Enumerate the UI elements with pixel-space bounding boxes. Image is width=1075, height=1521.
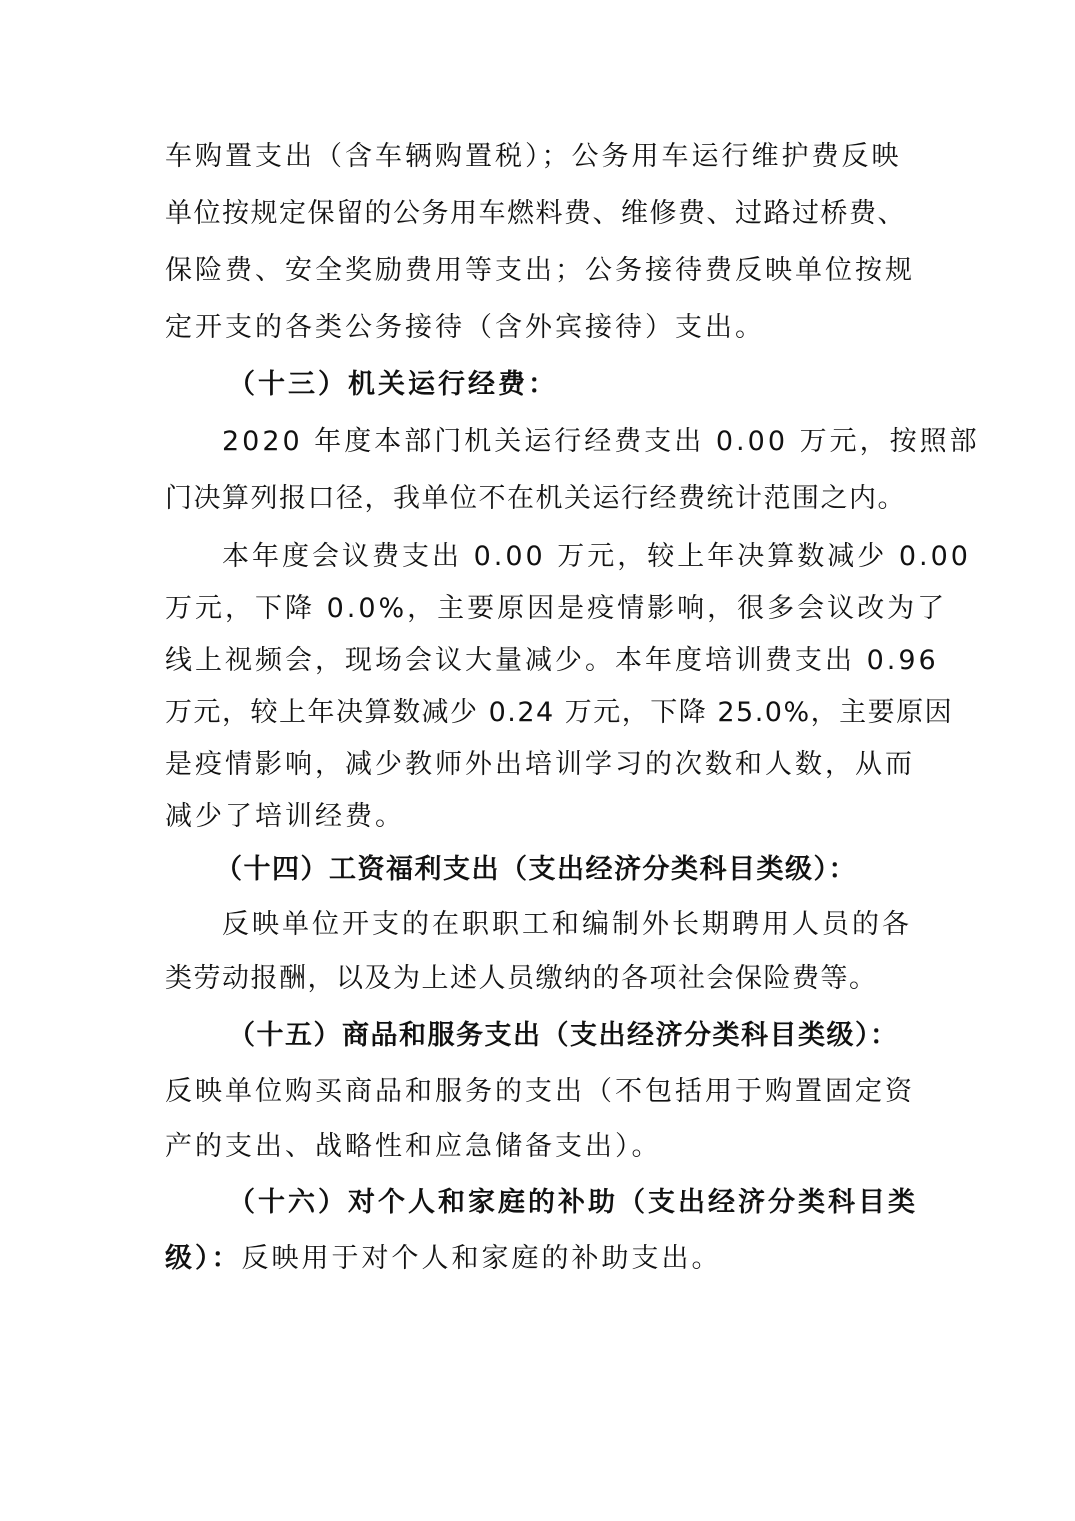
section-16-heading: （十六）对个人和家庭的补助（支出经济分类科目类 bbox=[228, 1187, 918, 1218]
body-line: 定开支的各类公务接待（含外宾接待）支出。 bbox=[165, 312, 765, 343]
body-line: 2020 年度本部门机关运行经费支出 0.00 万元，按照部 bbox=[222, 426, 980, 457]
section-16-text: 反映用于对个人和家庭的补助支出。 bbox=[241, 1243, 722, 1274]
section-16-heading-cont: 级）： bbox=[165, 1243, 242, 1274]
section-16-line bbox=[165, 1242, 722, 1276]
body-line: 反映单位开支的在职职工和编制外长期聘用人员的各 bbox=[222, 909, 912, 940]
body-line: 保险费、安全奖励费用等支出；公务接待费反映单位按规 bbox=[165, 255, 915, 286]
body-line: 本年度会议费支出 0.00 万元，较上年决算数减少 0.00 bbox=[222, 541, 971, 572]
body-line: 门决算列报口径，我单位不在机关运行经费统计范围之内。 bbox=[165, 483, 906, 514]
body-line: 线上视频会，现场会议大量减少。本年度培训费支出 0.96 bbox=[165, 645, 939, 676]
body-line: 反映单位购买商品和服务的支出（不包括用于购置固定资 bbox=[165, 1076, 915, 1107]
body-line: 是疫情影响，减少教师外出培训学习的次数和人数，从而 bbox=[165, 749, 915, 780]
section-13-heading: （十三）机关运行经费： bbox=[228, 369, 558, 400]
body-line: 车购置支出（含车辆购置税）；公务用车运行维护费反映 bbox=[165, 141, 902, 172]
body-line: 类劳动报酬，以及为上述人员缴纳的各项社会保险费等。 bbox=[165, 963, 878, 994]
body-line: 万元，下降 0.0%，主要原因是疫情影响，很多会议改为了 bbox=[165, 593, 948, 624]
body-line: 产的支出、战略性和应急储备支出）。 bbox=[165, 1131, 662, 1162]
body-line: 减少了培训经费。 bbox=[165, 801, 405, 832]
section-14-heading: （十四）工资福利支出（支出经济分类科目类级）： bbox=[215, 854, 857, 885]
section-15-heading: （十五）商品和服务支出（支出经济分类科目类级）： bbox=[228, 1020, 899, 1051]
body-line: 万元，较上年决算数减少 0.24 万元，下降 25.0%，主要原因 bbox=[165, 697, 954, 728]
body-line: 单位按规定保留的公务用车燃料费、维修费、过路过桥费、 bbox=[165, 198, 906, 229]
